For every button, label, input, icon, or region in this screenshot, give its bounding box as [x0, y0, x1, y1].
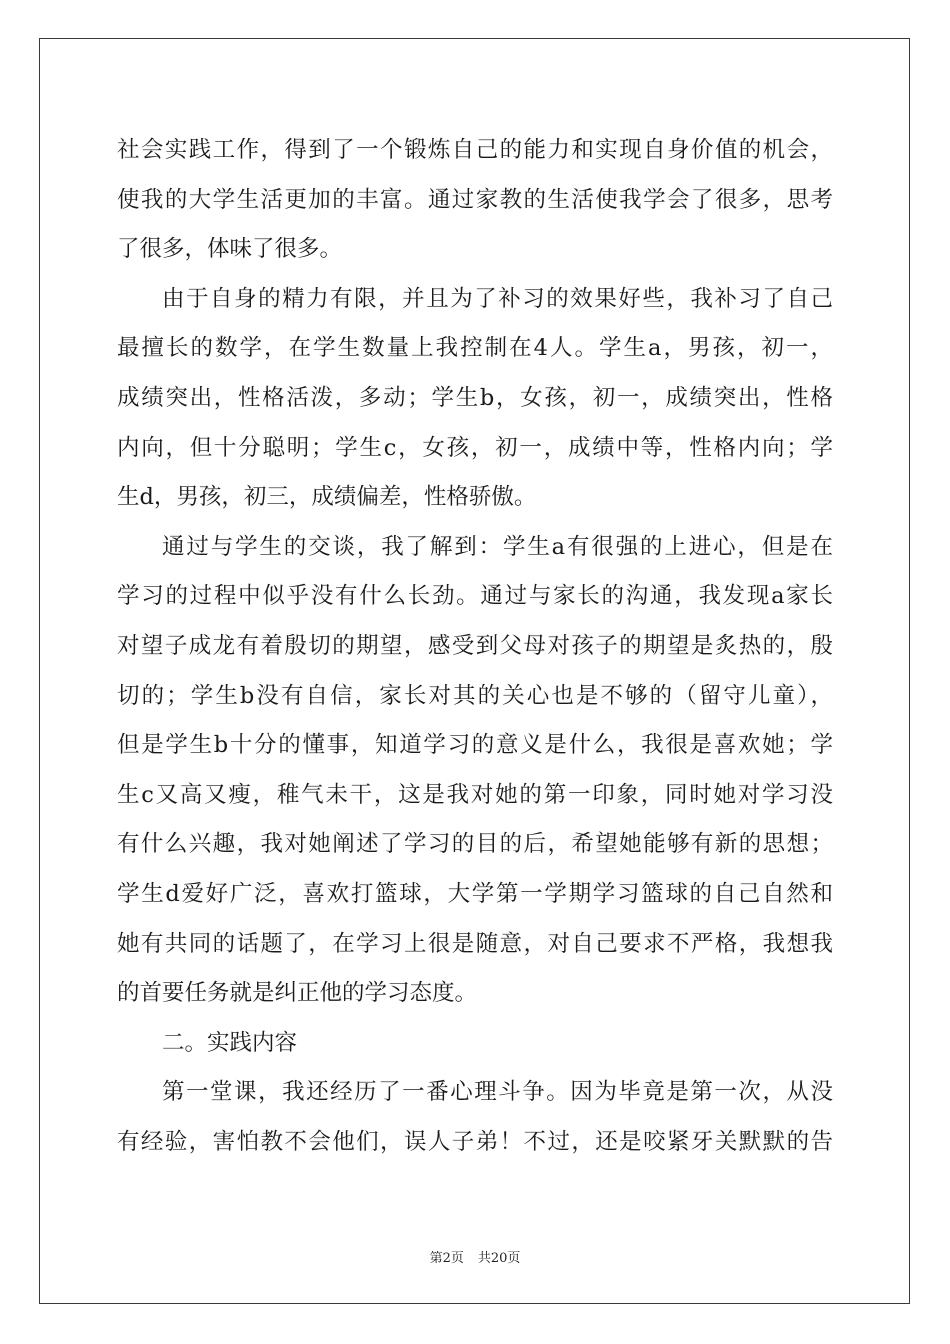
text-line: 的首要任务就是纠正他的学习态度。	[117, 980, 478, 1007]
text-line: 由于自身的精力有限，并且为了补习的效果好些，我补习了自己	[162, 285, 833, 312]
document-body	[117, 126, 833, 1167]
text-line: 成绩突出，性格活泼，多动；学生b，女孩，初一，成绩突出，性格	[117, 384, 833, 411]
page-total: 共20页	[477, 1251, 521, 1266]
page-footer	[0, 1247, 950, 1266]
text-line: 她有共同的话题了，在学习上很是随意，对自己要求不严格，我想我	[117, 930, 833, 957]
text-line: 对望子成龙有着殷切的期望，感受到父母对孩子的期望是炙热的，殷	[117, 632, 833, 659]
text-line: 切的；学生b没有自信，家长对其的关心也是不够的（留守儿童），	[117, 682, 833, 709]
text-line: 生c又高又瘦，稚气未干，这是我对她的第一印象，同时她对学习没	[117, 781, 833, 808]
text-line: 使我的大学生活更加的丰富。通过家教的生活使我学会了很多，思考	[117, 186, 833, 213]
text-line: 最擅长的数学，在学生数量上我控制在4人。学生a，男孩，初一，	[117, 335, 833, 362]
text-line: 有经验，害怕教不会他们，误人子弟！不过，还是咬紧牙关默默的告	[117, 1128, 833, 1155]
text-line: 内向，但十分聪明；学生c，女孩，初一，成绩中等，性格内向；学	[117, 434, 833, 461]
text-line: 通过与学生的交谈，我了解到：学生a有很强的上进心，但是在	[162, 533, 833, 560]
text-line: 但是学生b十分的懂事，知道学习的意义是什么，我很是喜欢她；学	[117, 732, 833, 759]
text-line: 了很多，体味了很多。	[117, 236, 343, 263]
text-line: 第一堂课，我还经历了一番心理斗争。因为毕竟是第一次，从没	[162, 1079, 833, 1106]
text-line: 学生d爱好广泛，喜欢打篮球，大学第一学期学习篮球的自己自然和	[117, 880, 833, 907]
text-line: 二。实践内容	[162, 1029, 298, 1056]
text-line: 有什么兴趣，我对她阐述了学习的目的后，希望她能够有新的思想；	[117, 831, 833, 858]
text-line: 生d，男孩，初三，成绩偏差，性格骄傲。	[117, 484, 537, 511]
text-line: 社会实践工作，得到了一个锻炼自己的能力和实现自身价值的机会，	[117, 137, 833, 163]
text-line: 学习的过程中似乎没有什么长劲。通过与家长的沟通，我发现a家长	[117, 583, 833, 610]
page-number: 第2页	[429, 1251, 464, 1266]
